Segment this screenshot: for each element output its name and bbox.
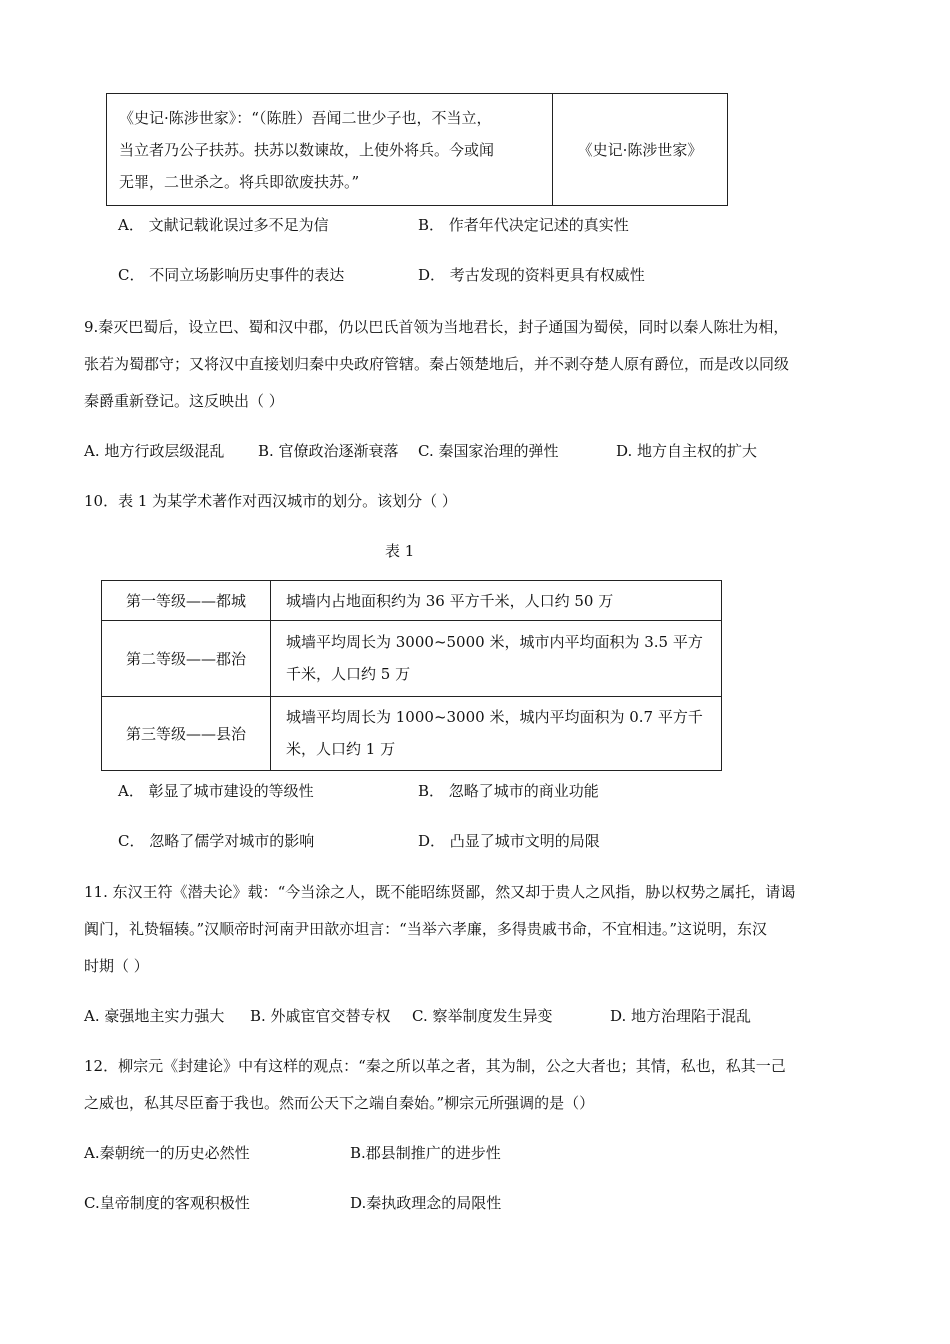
description-cell <box>271 696 722 770</box>
q10-option-d[interactable]: D． 凸显了城市文明的局限 <box>418 832 600 850</box>
source-table-quote-cell <box>107 94 553 206</box>
q11-stem-line: 11. 东汉王符《潜夫论》载：“今当涂之人，既不能昭练贤鄙，然又却于贵人之风指，胁以权势之属托，请谒 <box>84 883 796 901</box>
q12-option-a[interactable]: A.秦朝统一的历史必然性 <box>84 1144 250 1162</box>
q9-stem-line: 张若为蜀郡守；又将汉中直接划归秦中央政府管辖。秦占领楚地后，并不剥夺楚人原有爵位，而是改以同级 <box>84 355 790 373</box>
description-line: 米，人口约 1 万 <box>286 740 396 759</box>
source-table <box>106 93 728 206</box>
q8-option-d[interactable]: D． 考古发现的资料更具有权威性 <box>418 266 645 284</box>
table-caption: 表 1 <box>385 542 415 560</box>
level-cell <box>102 696 271 770</box>
description-line: 城墙平均周长为 3000~5000 米，城市内平均面积为 3.5 平方 <box>286 633 703 652</box>
q11-stem-line: 阗门，礼贽辐辏。”汉顺帝时河南尹田歆亦坦言：“当举六孝廉，多得贵戚书命，不宜相违。”这说明，东汉 <box>84 920 768 938</box>
q12-stem-line: 之威也，私其尽臣畜于我也。然而公天下之端自秦始。”柳宗元所强调的是（） <box>84 1094 595 1112</box>
q10-stem: 10．表 1 为某学术著作对西汉城市的划分。该划分（ ） <box>84 492 457 510</box>
q12-option-b[interactable]: B.郡县制推广的进步性 <box>350 1144 501 1162</box>
q9-option-a[interactable]: A. 地方行政层级混乱 <box>84 442 225 460</box>
q11-option-a[interactable]: A. 豪强地主实力强大 <box>84 1007 225 1025</box>
q8-option-c[interactable]: C． 不同立场影响历史事件的表达 <box>118 266 345 284</box>
q12-option-c[interactable]: C.皇帝制度的客观积极性 <box>84 1194 250 1212</box>
level-label: 第二等级——郡治 <box>125 649 246 668</box>
q8-option-b[interactable]: B． 作者年代决定记述的真实性 <box>418 216 629 234</box>
q11-option-b[interactable]: B. 外戚宦官交替专权 <box>250 1007 391 1025</box>
quote-line: 无罪，二世杀之。将兵即欲废扶苏。” <box>119 172 360 191</box>
q12-stem-line: 12．柳宗元《封建论》中有这样的观点：“秦之所以革之者，其为制，公之大者也；其情，私也，私其一己 <box>84 1057 786 1075</box>
description-line: 城墙平均周长为 1000~3000 米，城内平均面积为 0.7 平方千 <box>286 708 703 727</box>
quote-line: 《史记·陈涉世家》：“（陈胜）吾闻二世少子也，不当立， <box>119 108 492 127</box>
source-name: 《史记·陈涉世家》 <box>577 141 703 159</box>
description-line: 城墙内占地面积约为 36 平方千米，人口约 50 万 <box>286 591 614 610</box>
q12-option-d[interactable]: D.秦执政理念的局限性 <box>350 1194 502 1212</box>
q9-stem-line: 9.秦灭巴蜀后，设立巴、蜀和汉中郡，仍以巴氏首领为当地君长，封子通国为蜀侯，同时以秦人陈壮为相， <box>84 318 789 336</box>
q9-option-d[interactable]: D. 地方自主权的扩大 <box>616 442 758 460</box>
q8-option-a[interactable]: A． 文献记载讹误过多不足为信 <box>118 216 329 234</box>
q9-option-b[interactable]: B. 官僚政治逐渐衰落 <box>258 442 399 460</box>
q9-stem-line: 秦爵重新登记。这反映出（ ） <box>84 392 284 410</box>
level-label: 第一等级——都城 <box>125 592 246 611</box>
level-label: 第三等级——县治 <box>125 724 246 743</box>
q11-option-d[interactable]: D. 地方治理陷于混乱 <box>610 1007 752 1025</box>
q10-option-b[interactable]: B． 忽略了城市的商业功能 <box>418 782 599 800</box>
q10-option-a[interactable]: A． 彰显了城市建设的等级性 <box>118 782 314 800</box>
description-line: 千米，人口约 5 万 <box>286 665 411 684</box>
description-cell <box>271 581 722 621</box>
q11-stem-line: 时期（ ） <box>84 957 149 975</box>
q11-option-c[interactable]: C. 察举制度发生异变 <box>412 1007 553 1025</box>
q10-option-c[interactable]: C． 忽略了儒学对城市的影响 <box>118 832 315 850</box>
city-level-table <box>101 580 722 771</box>
q9-option-c[interactable]: C. 秦国家治理的弹性 <box>418 442 559 460</box>
quote-line: 当立者乃公子扶苏。扶苏以数谏故，上使外将兵。今或闻 <box>119 140 495 159</box>
source-table-source-cell <box>553 94 728 206</box>
description-cell <box>271 621 722 696</box>
level-cell <box>102 581 271 621</box>
level-cell <box>102 621 271 696</box>
